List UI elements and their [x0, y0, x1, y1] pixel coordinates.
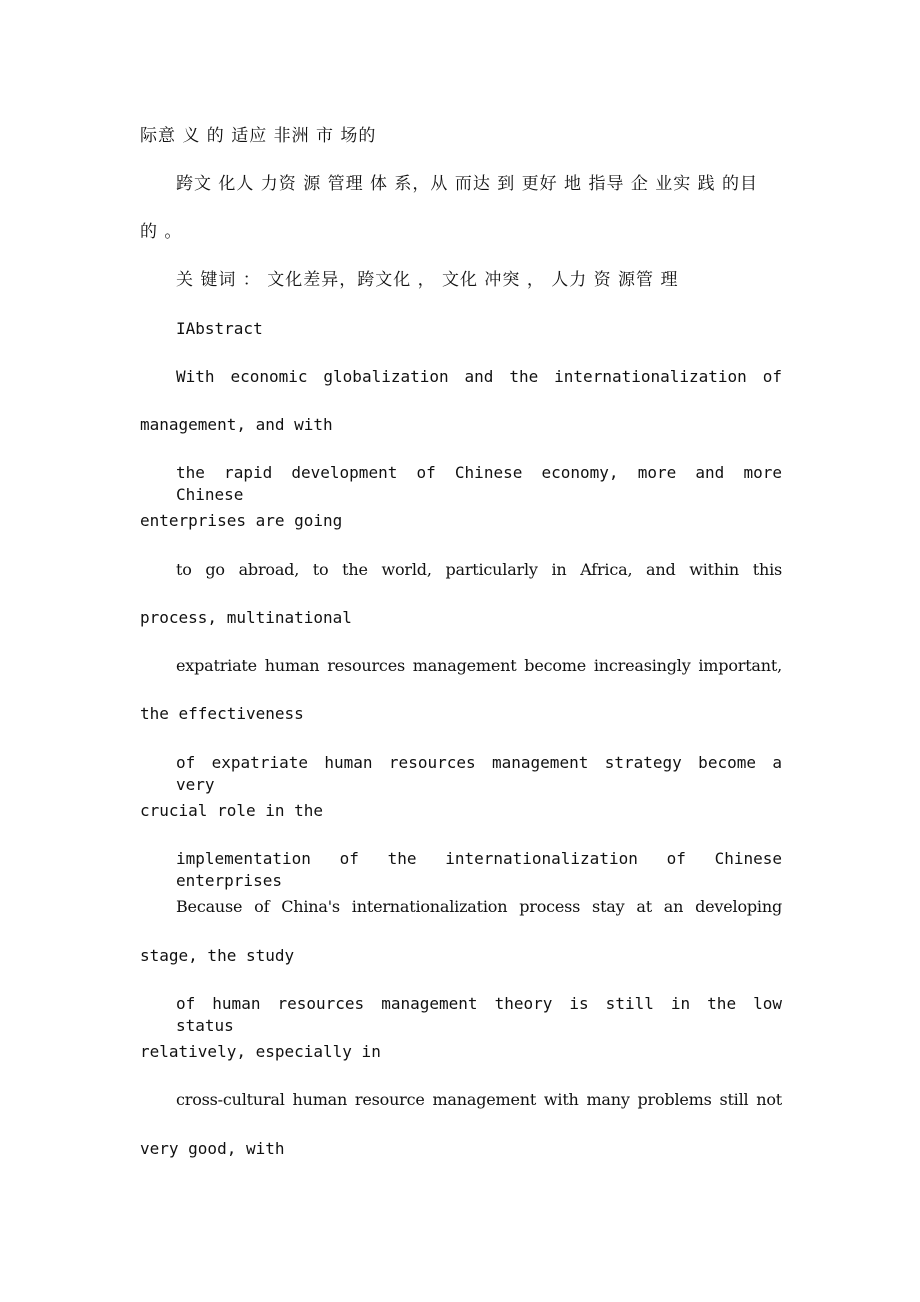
text-line-11: process, multinational [140, 608, 352, 627]
text-line-20: relatively, especially in [140, 1042, 381, 1061]
keywords-line: 关 键词 ： 文化差异，跨文化 ， 文化 冲突 ， 人力 资 源管 理 [176, 270, 679, 290]
text-line-2: 跨文 化人 力资 源 管理 体 系，从 而达 到 更好 地 指导 企 业实 践 的目 [176, 174, 759, 194]
text-line-7: management, and with [140, 415, 333, 434]
text-line-6: With economic globalization and the internationalization of [176, 367, 782, 386]
text-line-19: of human resources management theory is still in the low status [176, 994, 782, 1035]
text-line-22: very good, with [140, 1139, 285, 1158]
text-line-16: implementation of the internationalization of Chinese enterprises [176, 849, 782, 890]
text-line-21: cross-cultural human resource management with many problems still not [176, 1090, 782, 1109]
text-line-18: stage, the study [140, 946, 295, 965]
text-line-8: the rapid development of Chinese economy, more and more Chinese [176, 463, 782, 504]
abstract-heading: IAbstract [176, 319, 263, 338]
text-line-17: Because of China's internationalization process stay at an developing [176, 897, 782, 916]
text-line-10: to go abroad, to the world, particularly in Africa, and within this [176, 560, 782, 579]
text-line-13: the effectiveness [140, 704, 304, 723]
text-line-1: 际意 义 的 适应 非洲 市 场的 [140, 126, 377, 146]
text-line-9: enterprises are going [140, 511, 343, 530]
text-line-14: of expatriate human resources management strategy become a very [176, 753, 782, 794]
text-line-3: 的 。 [140, 222, 183, 242]
text-line-12: expatriate human resources management become increasingly important, [176, 656, 782, 675]
text-line-15: crucial role in the [140, 801, 324, 820]
